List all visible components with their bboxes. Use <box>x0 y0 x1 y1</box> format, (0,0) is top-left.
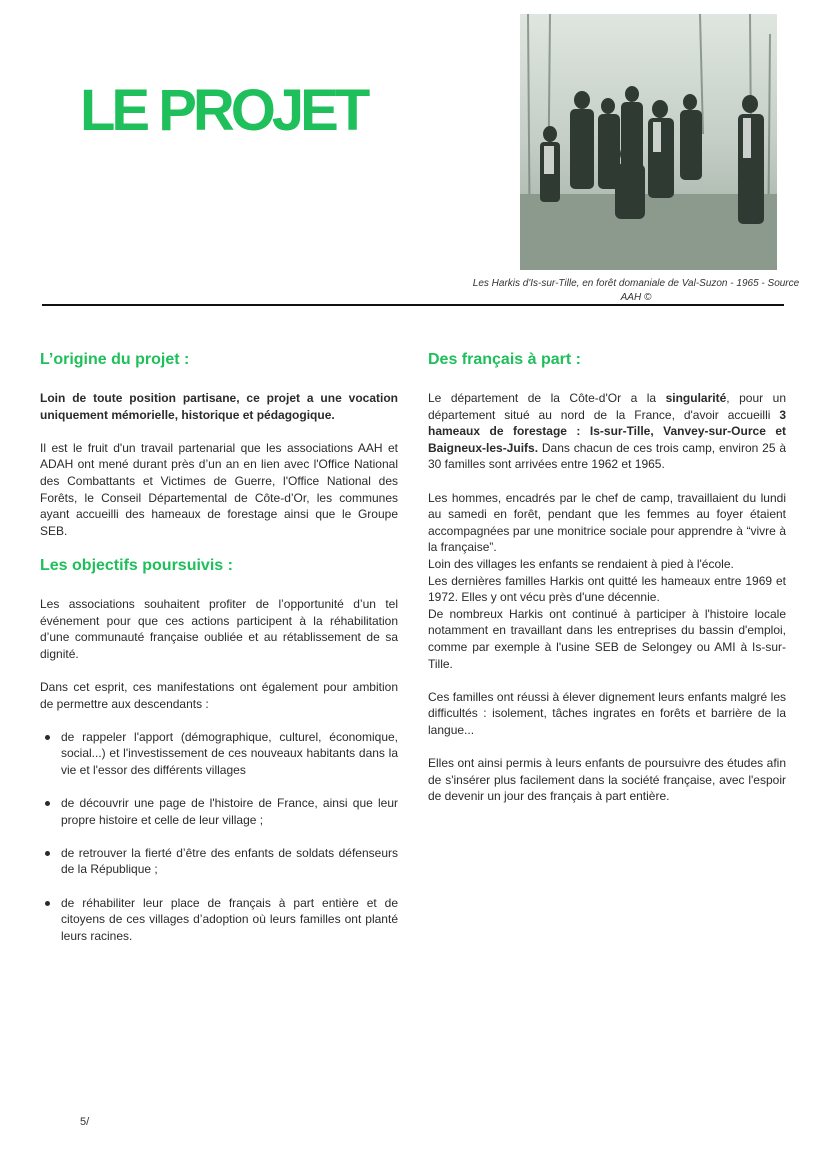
objectives-paragraph: Les associations souhaitent profiter de l’opportunité d’un tel événement pour que ces actions participent à la réhabilitation d’une communauté française oubliée et au rétablissement de sa dignité. <box>40 596 398 661</box>
list-item: de découvrir une page de l'histoire de France, ainsi que leur propre histoire et celle de leur village ; <box>40 795 398 828</box>
historical-photo <box>520 14 777 270</box>
work-paragraph: Les hommes, encadrés par le chef de camp, travaillaient du lundi au samedi en forêt, pendant que les femmes au foyer étaient accompagnées par une monitrice sociale pour apprendre à “vivre à la française”. <box>428 490 786 555</box>
list-item: de rappeler l'apport (démographique, culturel, économique, social...) et l'investissement de ces nouveaux habitants dans la vie et l'essor des différents villages <box>40 729 398 779</box>
divider <box>42 304 784 306</box>
text-run: , pour un département situé au nord de la France, d'avoir accueilli <box>428 391 786 422</box>
origin-intro: Loin de toute position partisane, ce projet a une vocation uniquement mémorielle, historique et pédagogique. <box>40 391 398 422</box>
page-number: 5/ <box>80 1116 90 1128</box>
studies-paragraph: Elles ont ainsi permis à leurs enfants de poursuivre des études afin de s'insérer plus facilement dans la société française, avec l'espoir de devenir un jour des français à part entière. <box>428 756 786 804</box>
right-column <box>428 350 786 821</box>
francais-heading: Des français à part : <box>428 351 581 368</box>
objectives-ambition: Dans cet esprit, ces manifestations ont également pour ambition de permettre aux descendants : <box>40 679 398 711</box>
photo-caption: Les Harkis d'Is-sur-Tille, en forêt domaniale de Val-Suzon - 1965 - Source AAH © <box>472 278 800 303</box>
list-item: de réhabiliter leur place de français à part entière et de citoyens de ces villages d’adoption où leurs familles ont planté leurs racines. <box>40 895 398 945</box>
school-paragraph: Loin des villages les enfants se rendaient à pied à l'école. <box>428 556 734 571</box>
singularity-paragraph <box>428 390 786 473</box>
objectives-heading: Les objectifs poursuivis : <box>40 556 233 574</box>
text-run: Le département de la Côte-d'Or a la <box>428 391 666 405</box>
local-history-paragraph: De nombreux Harkis ont continué à participer à l'histoire locale notamment en travaillant dans les entreprises du bassin d'emploi, comme par exemple à l'usine SEB de Selongey ou AMI à Is-sur-Tille. <box>428 606 786 671</box>
departure-paragraph: Les dernières familles Harkis ont quitté les hameaux entre 1969 et 1972. Elles y ont vécu près d'une décennie. <box>428 573 786 605</box>
hamlets-list: 3 hameaux de forestage : Is-sur-Tille, Vanvey-sur-Ource et Baigneux-les-Juifs. <box>428 407 786 455</box>
left-column <box>40 350 398 961</box>
difficulties-paragraph: Ces familles ont réussi à élever dignement leurs enfants malgré les difficultés : isolement, tâches ingrates en forêts et barrière de la langue... <box>428 689 786 737</box>
origin-paragraph: Il est le fruit d'un travail partenarial que les associations AAH et ADAH ont mené durant près d’un an en lien avec l'Office National des Combattants et Victimes de Guerre, l'Office National des Forêts, le Conseil Départemental de Côte-d’Or, les communes ayant accueilli des hameaux de forestage ainsi que le Groupe SEB. <box>40 440 398 538</box>
text-run: Dans chacun de ces trois camp, environ 25 à 30 familles sont arrivées entre 1962 et 1965. <box>428 440 786 472</box>
text-run-bold: singularité <box>665 391 727 405</box>
list-item: de retrouver la fierté d’être des enfants de soldats défenseurs de la République ; <box>40 845 398 878</box>
objectives-list <box>40 729 398 945</box>
page-title: LE PROJET <box>80 78 367 143</box>
origin-heading: L’origine du projet : <box>40 351 190 368</box>
